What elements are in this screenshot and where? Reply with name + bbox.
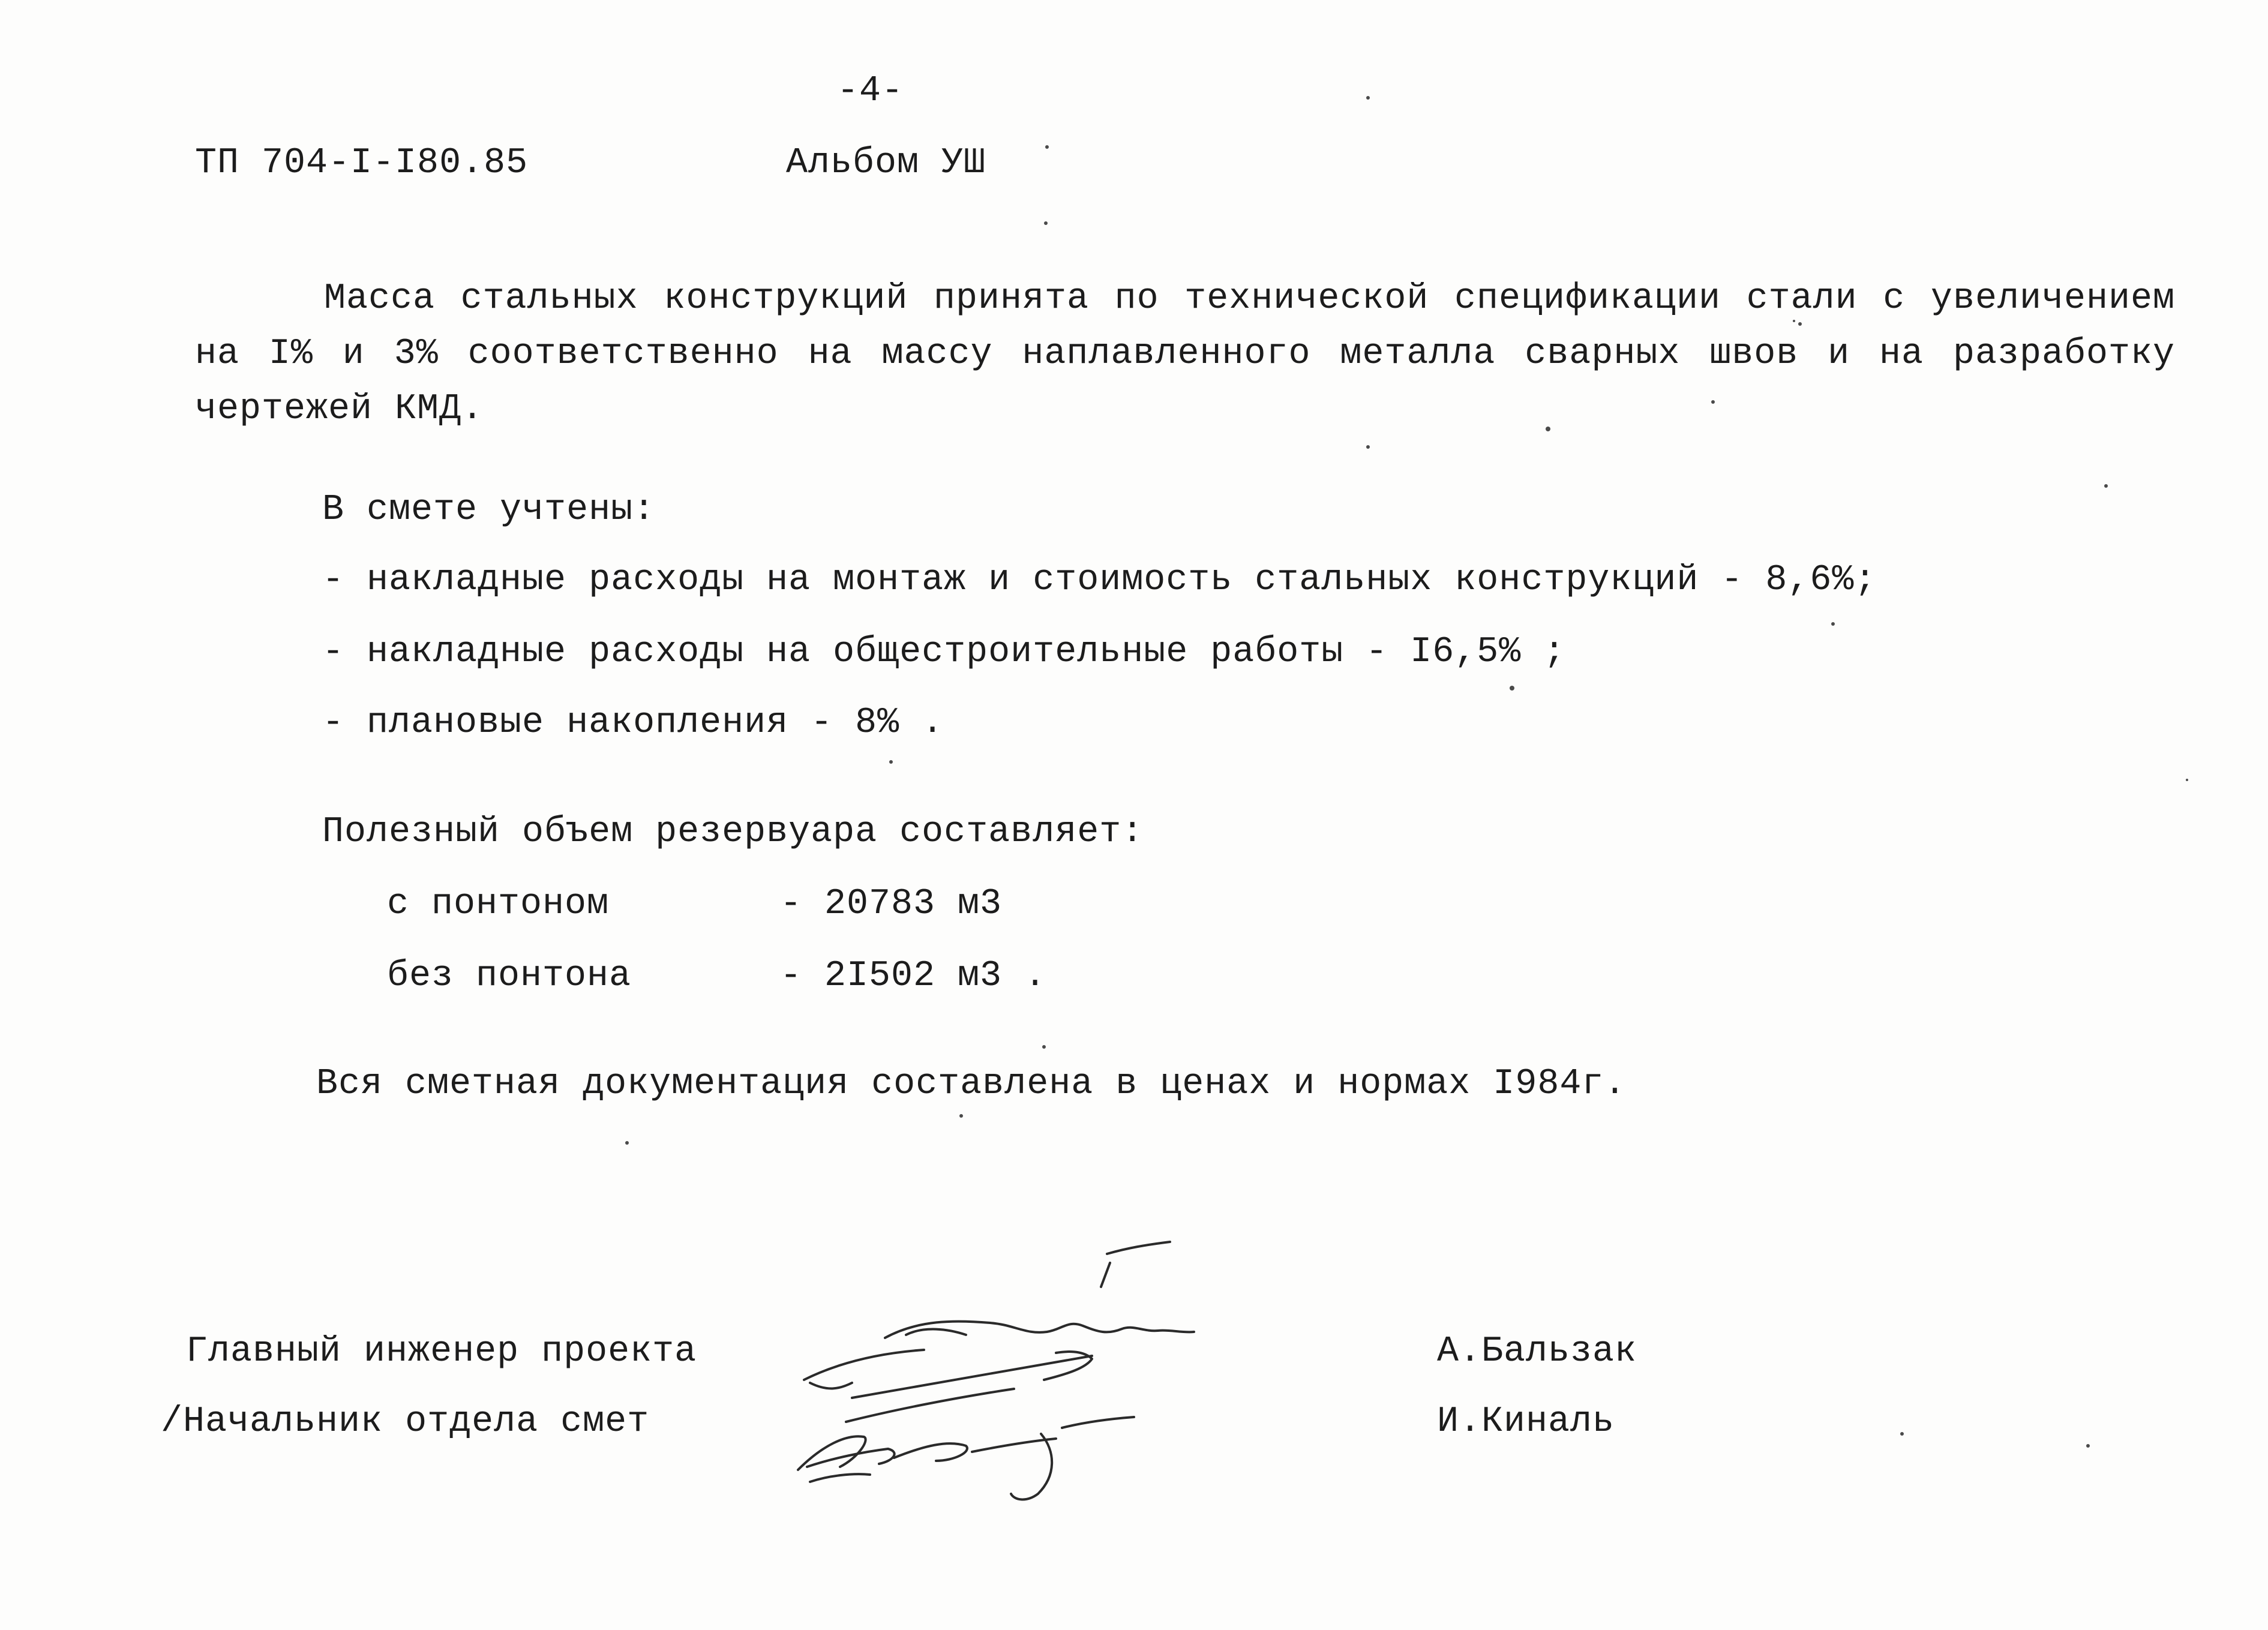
signatory-name: И.Киналь: [1437, 1401, 1615, 1442]
estimate-heading: В смете учтены:: [322, 490, 656, 530]
volume-label: без понтона: [387, 956, 632, 996]
estimate-item: - плановые накопления - 8% .: [322, 703, 944, 743]
signatory-title: /Начальник отдела смет: [161, 1401, 650, 1442]
closing-line: Вся сметная документация составлена в ценах и нормах I984г.: [316, 1064, 1627, 1104]
estimate-item: - накладные расходы на общестроительные работы - I6,5% ;: [322, 632, 1566, 673]
volume-value: - 2I502 м3 .: [780, 956, 1047, 996]
volume-label: с понтоном: [387, 884, 610, 924]
estimate-item: - накладные расходы на монтаж и стоимость стальных конструкций - 8,6%;: [322, 560, 1877, 601]
document-code: ТП 704-I-I80.85: [195, 143, 529, 184]
signatory-title: Главный инженер проекта: [186, 1331, 697, 1372]
volume-heading: Полезный объем резервуара составляет:: [322, 812, 1144, 852]
intro-paragraph: Масса стальных конструкций принята по технической спецификации стали с увеличением на I% и 3% соответственно на массу наплавленного металла сварных швов и на разработку чертежей КМД.: [195, 278, 2175, 430]
page-number: -4-: [837, 71, 904, 112]
volume-value: - 20783 м3: [780, 884, 1003, 924]
album-label: Альбом УШ: [786, 143, 986, 184]
handwritten-signature: [774, 1230, 1284, 1506]
signatory-name: А.Бальзак: [1437, 1331, 1637, 1372]
